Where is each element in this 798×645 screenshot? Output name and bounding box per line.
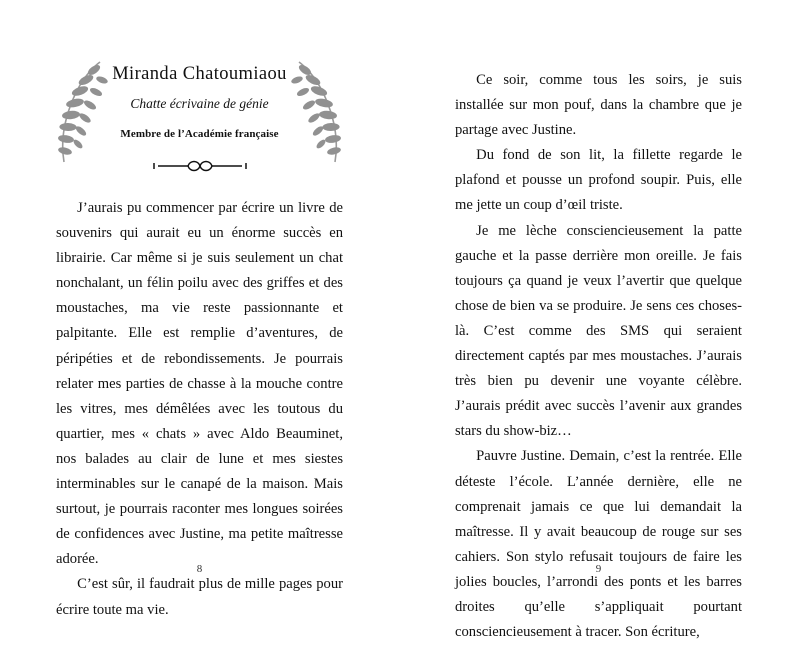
swirl-divider-icon	[150, 158, 250, 174]
page-number: 9	[595, 563, 602, 575]
laurel-branch-icon	[50, 58, 110, 168]
right-page-body	[455, 52, 742, 645]
paragraph: Je me lèche consciencieusement la patte gauche et la passe derrière mon oreille. Je fais toujours ça quand je veux l’avertir que quelque chose de bien va se produire. Je sens ces choses-là. C’est comme des SMS qui seraient directement captés par mes moustaches. J’aurais très bien pu devenir une voyante célèbre. J’aurais prédit avec succès l’avenir aux grandes stars du show-biz…	[455, 222, 742, 440]
paragraph: Ce soir, comme tous les soirs, je suis installée sur mon pouf, dans la chambre que je partage avec Justine.	[455, 72, 742, 139]
paragraph: Pauvre Justine. Demain, c’est la rentrée. Elle déteste l’école. L’année dernière, elle ne comprenait jamais ce que lui demandait la maîtresse. Il y avait beaucoup de rouge sur ses cahiers. Son stylo refusait toujours de faire les jolies boucles, l’arrondi des ponts et les barres droites qu’elle s’appliquait pourtant consciencieusement à tracer. Son écriture,	[455, 448, 742, 641]
author-name: Miranda Chatoumiaou	[112, 64, 287, 84]
left-page-body	[56, 196, 343, 623]
author-subtitle: Chatte écrivaine de génie	[130, 96, 269, 111]
paragraph: C’est sûr, il faudrait plus de mille pages pour écrire toute ma vie.	[56, 576, 343, 618]
page-number: 8	[196, 563, 203, 575]
laurel-branch-icon	[289, 58, 349, 168]
paragraph: J’aurais pu commencer par écrire un livre de souvenirs qui aurait eu un énorme succès en librairie. Car même si je suis seulement un chat nonchalant, un félin poilu avec des griffes et des moustaches, ma vie reste passionnante et palpitante. Elle est remplie d’aventures, de péripéties et de rebondissements. Je pourrais relater mes parties de chasse à la mouche contre les vitres, mes démêlées avec les toutous du quartier, mes « chats » avec Aldo Beauminet, nos balades au clair de lune et mes siestes interminables sur le canapé de la maison. Mais surtout, je pourrais raconter mes longues soirées de confidences avec Justine, ma petite maîtresse adorée.	[56, 200, 343, 568]
paragraph: Du fond de son lit, la fillette regarde le plafond et pousse un profond soupir. Puis, elle me jette un coup d’œil triste.	[455, 147, 742, 214]
author-member-line: Membre de l’Académie française	[120, 128, 279, 140]
right-page	[399, 0, 798, 641]
chapter-title-block	[56, 52, 343, 140]
left-page	[0, 0, 399, 618]
